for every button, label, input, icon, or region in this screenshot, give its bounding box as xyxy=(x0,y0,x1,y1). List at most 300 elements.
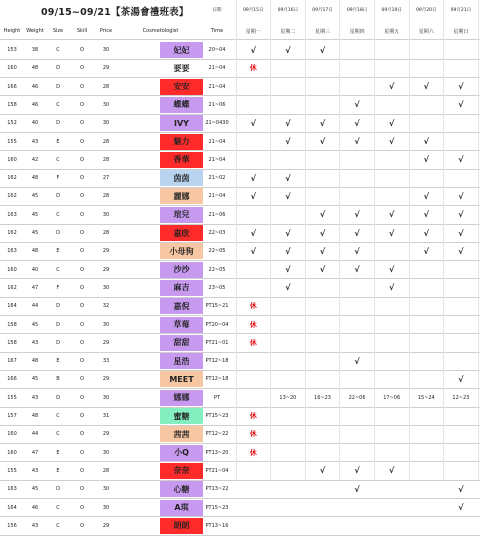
schedule-cell xyxy=(409,59,444,77)
column-header-skill: Skill xyxy=(76,28,88,34)
cosmetologist-name: 心糖 xyxy=(160,481,203,497)
schedule-mark: √ xyxy=(250,173,256,183)
cell-time: PT13~22 xyxy=(205,486,229,493)
cell-size: D xyxy=(56,303,60,310)
schedule-cell xyxy=(340,242,375,260)
schedule-cell xyxy=(374,224,409,242)
schedule-cell xyxy=(271,261,306,279)
cell-weight: 47 xyxy=(31,449,39,456)
cell-weight: 45 xyxy=(31,376,39,383)
cell-weight: 44 xyxy=(31,303,39,310)
schedule-cell xyxy=(236,480,271,498)
schedule-cell xyxy=(444,224,479,242)
schedule-cell xyxy=(271,169,306,187)
schedule-title: 09/15~09/21【茶湯會禮班表】 xyxy=(41,7,189,18)
schedule-cell xyxy=(444,370,479,388)
cell-skill: O xyxy=(80,230,84,236)
cosmetologist-name: 沙沙 xyxy=(160,262,203,278)
schedule-cell xyxy=(340,279,375,297)
schedule-cell xyxy=(236,462,271,480)
cell-height: 162 xyxy=(7,193,17,200)
cell-time: 23~05 xyxy=(208,284,226,291)
schedule-mark: 休 xyxy=(249,412,257,420)
cell-weight: 48 xyxy=(31,358,39,365)
schedule-mark: √ xyxy=(285,118,291,128)
schedule-cell xyxy=(271,480,306,498)
schedule-mark: 休 xyxy=(249,448,257,457)
cell-weight: 45 xyxy=(31,230,39,236)
schedule-cell xyxy=(305,114,340,132)
schedule-mark: 12~23 xyxy=(452,394,470,401)
cell-time: 22~03 xyxy=(208,230,226,236)
schedule-mark: √ xyxy=(285,283,291,293)
schedule-cell xyxy=(409,78,444,96)
schedule-mark: √ xyxy=(389,118,395,128)
schedule-cell xyxy=(271,352,306,370)
schedule-cell xyxy=(340,41,375,59)
schedule-cell xyxy=(271,425,306,443)
schedule-cell xyxy=(305,444,340,462)
schedule-mark: √ xyxy=(285,45,291,55)
schedule-cell xyxy=(409,370,444,388)
schedule-cell xyxy=(271,279,306,297)
schedule-cell xyxy=(271,114,306,132)
schedule-cell xyxy=(409,480,444,498)
schedule-mark: √ xyxy=(319,137,326,146)
cell-price: 29 xyxy=(102,339,110,346)
schedule-mark: √ xyxy=(423,137,429,146)
schedule-cell xyxy=(271,370,306,388)
schedule-cell xyxy=(444,352,479,370)
schedule-cell xyxy=(340,316,375,334)
cell-height: 155 xyxy=(7,467,17,474)
cell-weight: 46 xyxy=(31,504,39,511)
schedule-cell xyxy=(305,389,340,407)
cell-height: 163 xyxy=(7,486,17,493)
schedule-cell xyxy=(374,499,409,517)
date-header-cell: 09月20日 xyxy=(416,8,437,13)
cell-height: 157 xyxy=(7,413,17,419)
schedule-mark: √ xyxy=(250,191,256,201)
schedule-cell xyxy=(340,352,375,370)
cell-height: 167 xyxy=(7,358,17,365)
cell-price: 29 xyxy=(102,431,110,438)
cell-skill: O xyxy=(80,83,84,90)
cell-price: 30 xyxy=(102,120,110,127)
schedule-cell xyxy=(305,517,340,535)
schedule-cell xyxy=(236,242,271,260)
cell-skill: O xyxy=(80,522,84,529)
schedule-cell xyxy=(374,78,409,96)
cosmetologist-name: 茵茵 xyxy=(160,170,203,186)
schedule-cell xyxy=(374,425,409,443)
column-header-height: Height xyxy=(3,28,21,34)
schedule-cell xyxy=(305,316,340,334)
schedule-cell xyxy=(236,114,271,132)
schedule-mark: √ xyxy=(285,137,291,146)
schedule-cell xyxy=(444,133,479,151)
schedule-mark: √ xyxy=(354,228,360,238)
schedule-cell xyxy=(374,41,409,59)
cell-size: F xyxy=(56,175,60,182)
schedule-cell xyxy=(236,96,271,114)
schedule-cell xyxy=(236,151,271,169)
cosmetologist-name: 妃妃 xyxy=(160,42,203,58)
cell-skill: O xyxy=(80,413,84,419)
schedule-cell xyxy=(374,59,409,77)
cell-time: 21~04 xyxy=(208,65,226,72)
cell-time: PT13~20 xyxy=(205,449,229,456)
column-header-weekday: 星期四 xyxy=(349,28,365,35)
schedule-cell xyxy=(374,370,409,388)
cosmetologist-name: 蜜糖 xyxy=(160,408,203,424)
cell-skill: O xyxy=(80,449,84,456)
cell-size: C xyxy=(56,413,60,419)
schedule-cell xyxy=(271,59,306,77)
schedule-cell xyxy=(305,59,340,77)
schedule-cell xyxy=(305,261,340,279)
schedule-cell xyxy=(271,517,306,535)
cell-skill: O xyxy=(80,504,84,511)
schedule-mark: 休 xyxy=(249,302,257,311)
schedule-cell xyxy=(305,499,340,517)
column-header-weekday: 星期二 xyxy=(280,28,296,35)
schedule-mark: √ xyxy=(285,173,291,183)
cell-time: 21~06 xyxy=(208,101,226,108)
schedule-mark: 休 xyxy=(249,338,257,347)
schedule-mark: √ xyxy=(354,118,360,128)
schedule-mark: √ xyxy=(354,246,360,256)
schedule-cell xyxy=(236,224,271,242)
schedule-mark: √ xyxy=(250,118,256,128)
cell-size: D xyxy=(56,193,60,200)
schedule-cell xyxy=(444,206,479,224)
cosmetologist-name: 茜茜 xyxy=(160,426,203,442)
schedule-mark: √ xyxy=(354,100,360,110)
cosmetologist-name: 蝶蝶 xyxy=(160,97,203,113)
cell-height: 162 xyxy=(7,175,17,182)
schedule-cell xyxy=(409,41,444,59)
cell-size: E xyxy=(56,467,60,474)
cell-size: D xyxy=(56,83,60,90)
cell-size: C xyxy=(56,431,60,438)
schedule-mark: √ xyxy=(319,246,326,256)
schedule-cell xyxy=(236,334,271,352)
column-header-weight: Weight xyxy=(26,28,44,34)
column-divider xyxy=(409,0,410,480)
cosmetologist-name: 安安 xyxy=(160,79,203,95)
cell-price: 30 xyxy=(102,449,110,456)
schedule-cell xyxy=(409,96,444,114)
cosmetologist-name: 娜娜 xyxy=(160,390,203,406)
schedule-mark: √ xyxy=(354,265,360,275)
cell-time: 21~04 xyxy=(208,83,226,90)
cell-price: 30 xyxy=(102,486,110,493)
schedule-cell xyxy=(374,316,409,334)
cell-height: 158 xyxy=(7,101,17,108)
cosmetologist-name: 嘉欣 xyxy=(160,225,203,241)
schedule-mark: √ xyxy=(354,210,360,220)
cell-size: C xyxy=(56,266,60,273)
schedule-cell xyxy=(236,316,271,334)
schedule-cell xyxy=(444,78,479,96)
cosmetologist-name: 草莓 xyxy=(160,317,203,333)
date-header-cell: 09月17日 xyxy=(312,8,333,13)
schedule-cell xyxy=(271,462,306,480)
cell-time: PT21~04 xyxy=(205,467,229,474)
cell-weight: 48 xyxy=(31,65,39,72)
cell-price: 33 xyxy=(102,358,110,365)
schedule-cell xyxy=(236,407,271,425)
cell-weight: 48 xyxy=(31,248,39,255)
schedule-cell xyxy=(444,444,479,462)
cell-height: 155 xyxy=(7,138,17,145)
row-divider xyxy=(0,535,480,536)
cosmetologist-name: MEET xyxy=(160,371,203,387)
schedule-cell xyxy=(409,425,444,443)
schedule-cell xyxy=(340,59,375,77)
cosmetologist-name: 甜甜 xyxy=(160,335,203,351)
cell-time: 21~04 xyxy=(208,193,226,200)
schedule-mark: √ xyxy=(423,82,429,92)
schedule-cell xyxy=(444,389,479,407)
cell-size: C xyxy=(56,156,60,163)
schedule-cell xyxy=(271,334,306,352)
schedule-mark: √ xyxy=(458,210,464,220)
cell-height: 153 xyxy=(7,47,17,53)
cell-height: 163 xyxy=(7,248,17,255)
schedule-cell xyxy=(444,59,479,77)
schedule-cell xyxy=(374,261,409,279)
cell-price: 30 xyxy=(102,47,110,53)
cell-skill: O xyxy=(80,358,84,365)
schedule-cell xyxy=(409,206,444,224)
cell-price: 30 xyxy=(102,321,110,328)
cell-price: 28 xyxy=(102,467,110,474)
schedule-cell xyxy=(374,279,409,297)
schedule-cell xyxy=(409,389,444,407)
schedule-cell xyxy=(305,96,340,114)
cell-price: 30 xyxy=(102,284,110,291)
cell-height: 160 xyxy=(7,156,17,163)
cell-skill: O xyxy=(80,120,84,127)
schedule-cell xyxy=(340,370,375,388)
schedule-cell xyxy=(340,187,375,205)
schedule-cell xyxy=(305,41,340,59)
schedule-cell xyxy=(236,297,271,315)
date-header-cell: 09月16日 xyxy=(277,8,299,13)
schedule-mark: √ xyxy=(285,265,291,275)
cell-skill: O xyxy=(80,376,84,383)
cell-skill: O xyxy=(80,431,84,438)
schedule-cell xyxy=(409,297,444,315)
column-header-weekday: 星期五 xyxy=(384,28,400,35)
schedule-cell xyxy=(409,224,444,242)
schedule-cell xyxy=(374,151,409,169)
cell-time: PT20~04 xyxy=(205,321,229,328)
schedule-cell xyxy=(236,517,271,535)
schedule-cell xyxy=(444,279,479,297)
schedule-cell xyxy=(236,261,271,279)
column-header-price: Price xyxy=(99,28,113,34)
schedule-mark: √ xyxy=(285,246,291,256)
schedule-cell xyxy=(409,444,444,462)
schedule-cell xyxy=(340,297,375,315)
cell-skill: O xyxy=(80,156,84,163)
cell-height: 162 xyxy=(7,284,17,291)
cell-size: C xyxy=(56,522,60,529)
cell-height: 163 xyxy=(7,211,17,218)
cell-price: 28 xyxy=(102,138,110,145)
schedule-cell xyxy=(236,370,271,388)
cell-size: F xyxy=(56,284,60,291)
schedule-cell xyxy=(444,187,479,205)
schedule-cell xyxy=(236,425,271,443)
schedule-mark: √ xyxy=(458,246,464,256)
cell-price: 29 xyxy=(102,266,110,273)
cell-height: 155 xyxy=(7,394,17,401)
schedule-mark: √ xyxy=(423,210,429,220)
cosmetologist-name: 瑄兒 xyxy=(160,207,203,223)
schedule-cell xyxy=(271,151,306,169)
cosmetologist-name: 要要 xyxy=(160,60,203,76)
cell-skill: O xyxy=(80,486,84,493)
cell-weight: 46 xyxy=(31,83,39,90)
schedule-cell xyxy=(340,517,375,535)
schedule-mark: √ xyxy=(354,356,360,366)
table-row xyxy=(0,517,480,535)
schedule-cell xyxy=(374,407,409,425)
column-divider xyxy=(270,0,271,480)
schedule-cell xyxy=(236,78,271,96)
schedule-cell xyxy=(444,96,479,114)
schedule-cell xyxy=(374,114,409,132)
cell-price: 29 xyxy=(102,248,110,255)
schedule-cell xyxy=(236,352,271,370)
schedule-cell xyxy=(340,96,375,114)
column-divider xyxy=(305,0,306,480)
schedule-cell xyxy=(305,352,340,370)
schedule-cell xyxy=(236,133,271,151)
cell-skill: O xyxy=(80,101,84,108)
cell-size: D xyxy=(56,65,60,72)
schedule-cell xyxy=(409,242,444,260)
schedule-cell xyxy=(340,425,375,443)
cell-height: 152 xyxy=(7,120,17,127)
cell-size: E xyxy=(56,358,60,365)
schedule-cell xyxy=(374,187,409,205)
schedule-cell xyxy=(236,444,271,462)
schedule-cell xyxy=(271,224,306,242)
schedule-cell xyxy=(340,133,375,151)
cell-weight: 45 xyxy=(31,211,39,218)
schedule-cell xyxy=(444,334,479,352)
schedule-mark: √ xyxy=(458,374,464,384)
cell-skill: O xyxy=(80,266,84,273)
column-header-weekday: 星期日 xyxy=(453,28,469,35)
schedule-cell xyxy=(340,334,375,352)
column-divider xyxy=(236,0,237,480)
schedule-cell xyxy=(374,206,409,224)
schedule-cell xyxy=(271,389,306,407)
schedule-cell xyxy=(409,499,444,517)
schedule-cell xyxy=(444,462,479,480)
schedule-mark: √ xyxy=(389,265,395,275)
schedule-mark: √ xyxy=(458,82,464,92)
schedule-cell xyxy=(340,444,375,462)
cell-time: PT12~22 xyxy=(205,431,229,438)
date-header-cell: 09月15日 xyxy=(243,8,264,13)
schedule-mark: √ xyxy=(458,503,464,512)
schedule-cell xyxy=(271,297,306,315)
cell-time: 21~02 xyxy=(208,175,226,182)
schedule-cell xyxy=(409,187,444,205)
cell-skill: O xyxy=(80,211,84,218)
cell-skill: O xyxy=(80,248,84,255)
cell-weight: 43 xyxy=(31,467,39,474)
cell-height: 158 xyxy=(7,339,17,346)
schedule-mark: 休 xyxy=(249,430,257,439)
schedule-cell xyxy=(271,242,306,260)
column-header-cosmetologist: Cosmetologist xyxy=(142,28,179,34)
schedule-cell xyxy=(340,151,375,169)
schedule-cell xyxy=(305,425,340,443)
cell-size: E xyxy=(56,138,60,145)
schedule-cell xyxy=(305,297,340,315)
schedule-cell xyxy=(409,352,444,370)
schedule-cell xyxy=(305,462,340,480)
schedule-cell xyxy=(236,41,271,59)
cell-weight: 38 xyxy=(31,47,39,53)
schedule-cell xyxy=(444,517,479,535)
date-header-cell: 09月18日 xyxy=(346,8,368,13)
cell-size: D xyxy=(56,230,60,236)
cell-size: D xyxy=(56,486,60,493)
cell-skill: O xyxy=(80,394,84,401)
schedule-mark: √ xyxy=(458,484,464,494)
cell-weight: 45 xyxy=(31,321,39,328)
table-row xyxy=(0,499,480,517)
cell-time: PT12~18 xyxy=(205,376,229,383)
schedule-cell xyxy=(236,59,271,77)
column-header-weekday: 星期一 xyxy=(245,28,261,35)
schedule-cell xyxy=(409,133,444,151)
date-header-label: 日期 xyxy=(212,8,222,13)
cell-time: 22~05 xyxy=(208,266,226,273)
schedule-cell xyxy=(305,206,340,224)
schedule-cell xyxy=(236,389,271,407)
column-divider xyxy=(443,0,444,480)
column-divider xyxy=(339,0,340,480)
schedule-cell xyxy=(374,517,409,535)
schedule-cell xyxy=(374,169,409,187)
cell-time: PT15~21 xyxy=(205,303,229,310)
cell-weight: 44 xyxy=(31,431,39,438)
schedule-mark: √ xyxy=(354,137,360,146)
schedule-cell xyxy=(374,334,409,352)
column-header-weekday: 星期六 xyxy=(418,28,434,35)
schedule-mark: √ xyxy=(389,228,395,238)
cell-time: 21~0430 xyxy=(205,120,229,127)
schedule-cell xyxy=(409,279,444,297)
cell-size: D xyxy=(56,339,60,346)
cell-price: 27 xyxy=(102,175,110,182)
schedule-cell xyxy=(444,242,479,260)
schedule-cell xyxy=(271,187,306,205)
cell-weight: 40 xyxy=(31,120,39,127)
schedule-cell xyxy=(444,169,479,187)
schedule-cell xyxy=(444,114,479,132)
